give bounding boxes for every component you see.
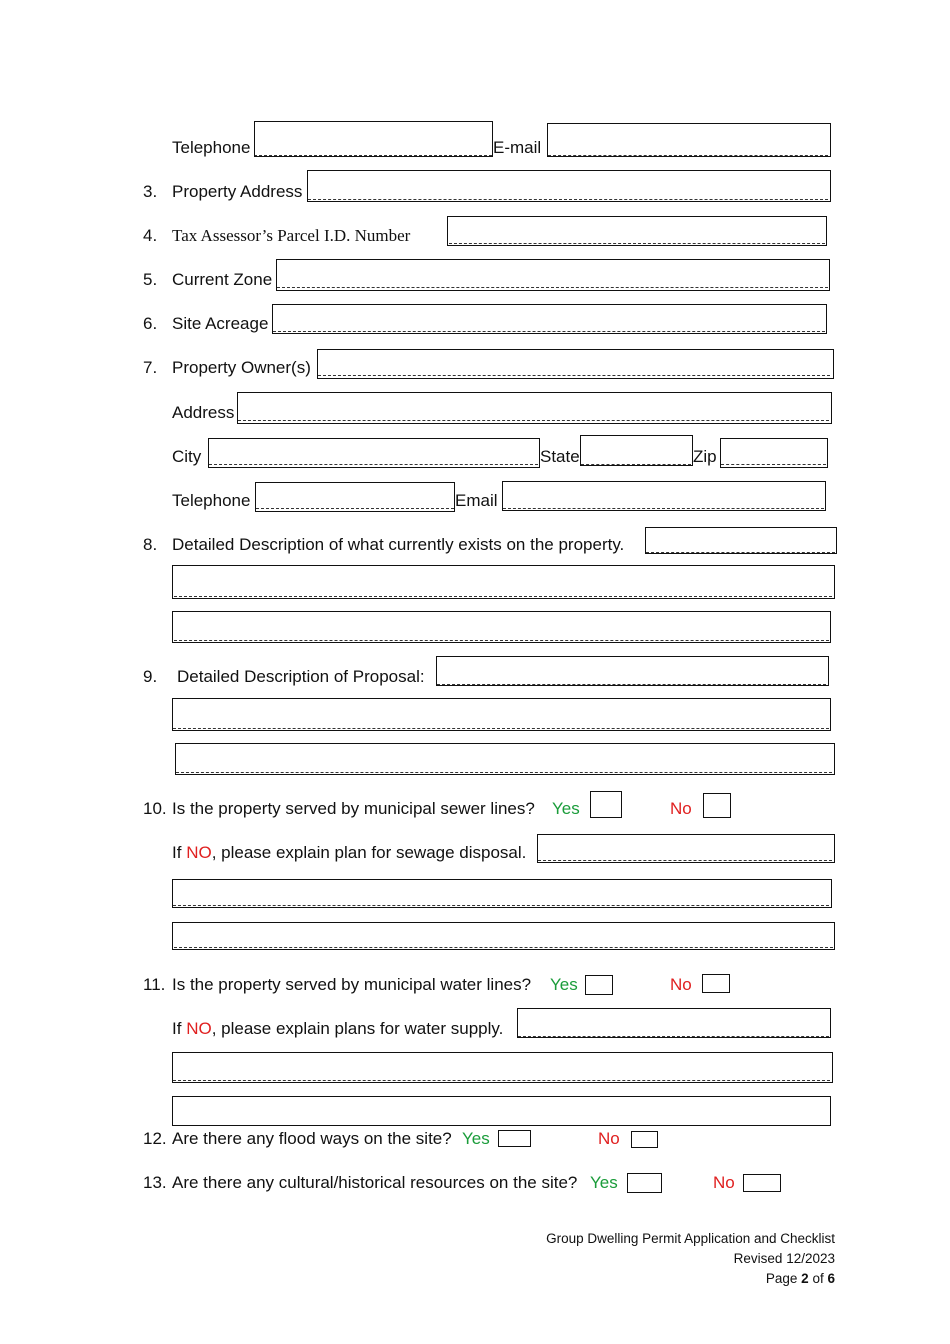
- flood-yes-checkbox[interactable]: [498, 1130, 531, 1147]
- cultural-no-label: No: [713, 1173, 735, 1192]
- sewer-yes-checkbox[interactable]: [590, 791, 622, 818]
- q6-number: 6.: [143, 314, 158, 333]
- cultural-question-label: Are there any cultural/historical resources on the site?: [172, 1173, 578, 1192]
- owner-email-label: Email: [455, 491, 498, 510]
- sewage-explain-label: If NO, please explain plan for sewage disposal.: [172, 843, 527, 862]
- email-input[interactable]: [547, 123, 831, 157]
- flood-yes-label: Yes: [462, 1129, 490, 1148]
- water-yes-label: Yes: [550, 975, 578, 994]
- existing-description-input-2[interactable]: [172, 565, 835, 599]
- flood-question-label: Are there any flood ways on the site?: [172, 1129, 452, 1148]
- current-zone-input[interactable]: [276, 259, 830, 291]
- state-input[interactable]: [580, 435, 693, 466]
- property-owner-label: Property Owner(s): [172, 358, 311, 377]
- property-address-label: Property Address: [172, 182, 303, 201]
- proposal-description-label: Detailed Description of Proposal:: [177, 667, 425, 686]
- owner-email-input[interactable]: [502, 481, 826, 511]
- water-yes-checkbox[interactable]: [585, 975, 613, 995]
- q13-number: 13.: [143, 1173, 167, 1192]
- owner-address-label: Address: [172, 403, 235, 422]
- sewer-no-label: No: [670, 799, 692, 818]
- telephone-label: Telephone: [172, 138, 251, 157]
- water-no-label: No: [670, 975, 692, 994]
- property-address-input[interactable]: [307, 170, 831, 202]
- sewage-explain-input-1[interactable]: [537, 834, 835, 863]
- proposal-description-input-3[interactable]: [175, 743, 835, 775]
- state-label: State: [540, 447, 580, 466]
- parcel-id-input[interactable]: [447, 216, 827, 246]
- flood-no-checkbox[interactable]: [631, 1131, 658, 1148]
- q11-number: 11.: [143, 975, 166, 994]
- water-explain-label: If NO, please explain plans for water supply.: [172, 1019, 504, 1038]
- sewage-explain-input-2[interactable]: [172, 879, 832, 908]
- sewer-question-label: Is the property served by municipal sewer lines?: [172, 799, 535, 818]
- sewer-no-checkbox[interactable]: [703, 793, 731, 818]
- q4-number: 4.: [143, 226, 158, 245]
- owner-address-input[interactable]: [237, 392, 832, 424]
- q9-number: 9.: [143, 667, 158, 686]
- cultural-no-checkbox[interactable]: [743, 1174, 781, 1192]
- parcel-id-label: Tax Assessor’s Parcel I.D. Number: [172, 226, 411, 245]
- owner-telephone-input[interactable]: [255, 482, 455, 512]
- q3-number: 3.: [143, 182, 158, 201]
- proposal-description-input-2[interactable]: [172, 698, 831, 731]
- property-owner-input[interactable]: [317, 349, 834, 379]
- q5-number: 5.: [143, 270, 158, 289]
- water-explain-input-2[interactable]: [172, 1052, 833, 1083]
- footer-title: Group Dwelling Permit Application and Checklist: [546, 1231, 835, 1246]
- telephone-input[interactable]: [254, 121, 493, 157]
- footer-page-number: Page 2 of 6: [765, 1271, 835, 1286]
- proposal-description-input-1[interactable]: [436, 656, 829, 686]
- city-label: City: [172, 447, 202, 466]
- existing-description-input-3[interactable]: [172, 611, 831, 643]
- site-acreage-label: Site Acreage: [172, 314, 269, 333]
- water-no-checkbox[interactable]: [702, 974, 730, 993]
- zip-label: Zip: [693, 447, 717, 466]
- cultural-yes-checkbox[interactable]: [627, 1173, 662, 1193]
- zip-input[interactable]: [720, 438, 828, 468]
- q8-number: 8.: [143, 535, 158, 554]
- existing-description-label: Detailed Description of what currently exists on the property.: [172, 535, 625, 554]
- cultural-yes-label: Yes: [590, 1173, 618, 1192]
- sewer-yes-label: Yes: [552, 799, 580, 818]
- footer-revised: Revised 12/2023: [733, 1251, 835, 1266]
- water-explain-input-1[interactable]: [517, 1008, 831, 1038]
- city-input[interactable]: [208, 438, 540, 468]
- water-explain-input-3[interactable]: [172, 1096, 831, 1126]
- site-acreage-input[interactable]: [272, 304, 827, 334]
- existing-description-input-1[interactable]: [645, 527, 837, 554]
- q10-number: 10.: [143, 799, 167, 818]
- q7-number: 7.: [143, 358, 158, 377]
- q12-number: 12.: [143, 1129, 167, 1148]
- sewage-explain-input-3[interactable]: [172, 922, 835, 950]
- water-question-label: Is the property served by municipal water lines?: [172, 975, 532, 994]
- owner-telephone-label: Telephone: [172, 491, 251, 510]
- flood-no-label: No: [598, 1129, 620, 1148]
- email-label: E-mail: [493, 138, 542, 157]
- current-zone-label: Current Zone: [172, 270, 273, 289]
